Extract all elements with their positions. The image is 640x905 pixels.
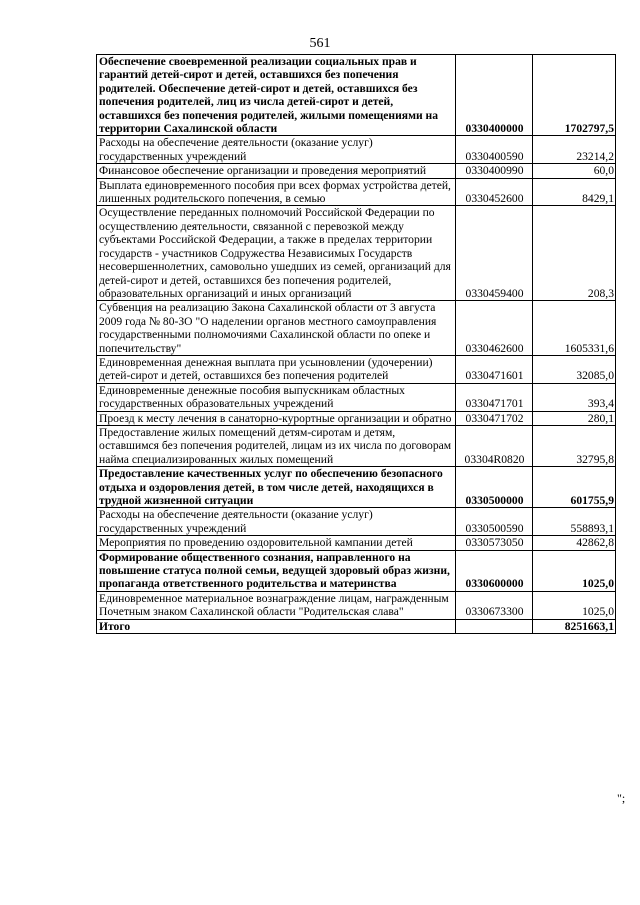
row-code: 03304R0820 (456, 425, 533, 466)
row-name: Единовременное материальное вознаграждение лицам, награжденным Почетным знаком Сахалинской области "Родительская слава" (97, 591, 456, 619)
row-sum: 32085,0 (533, 355, 616, 383)
row-name: Выплата единовременного пособия при всех формах устройства детей, лишенных родительского попечения, в семью (97, 178, 456, 206)
row-sum: 393,4 (533, 383, 616, 411)
row-code: 0330400990 (456, 164, 533, 178)
row-sum: 8429,1 (533, 178, 616, 206)
table-row (97, 301, 616, 356)
closing-quote-mark: "; (617, 791, 626, 805)
row-sum: 1605331,6 (533, 301, 616, 356)
row-code: 0330673300 (456, 591, 533, 619)
table-row (97, 591, 616, 619)
row-sum: 601755,9 (533, 467, 616, 508)
total-label: Итого (97, 619, 456, 633)
row-code: 0330471702 (456, 411, 533, 425)
row-code: 0330471701 (456, 383, 533, 411)
row-name: Проезд к месту лечения в санаторно-курортные организации и обратно (97, 411, 456, 425)
table-row (97, 383, 616, 411)
row-name: Обеспечение своевременной реализации социальных прав и гарантий детей-сирот и детей, оставшихся без попечения родителей. Обеспечение детей-сирот и детей, оставшихся без попечения родителей, лиц из числа детей-сирот и детей, оставшихся без попечения родителей, жилыми помещениями на территории Сахалинской области (97, 55, 456, 136)
row-name: Формирование общественного сознания, направленного на повышение статуса полной семьи, ведущей здоровый образ жизни, пропаганда ответственного родительства и материнства (97, 550, 456, 591)
page-number: 561 (309, 36, 331, 51)
row-sum: 32795,8 (533, 425, 616, 466)
row-code: 0330400590 (456, 136, 533, 164)
row-sum: 208,3 (533, 206, 616, 301)
row-name: Расходы на обеспечение деятельности (оказание услуг) государственных учреждений (97, 136, 456, 164)
table-row (97, 206, 616, 301)
row-code: 0330459400 (456, 206, 533, 301)
table-row (97, 136, 616, 164)
table-row (97, 164, 616, 178)
row-sum: 23214,2 (533, 136, 616, 164)
row-sum: 280,1 (533, 411, 616, 425)
row-name: Мероприятия по проведению оздоровительной кампании детей (97, 536, 456, 550)
row-code: 0330573050 (456, 536, 533, 550)
budget-table (96, 54, 616, 634)
row-sum: 1025,0 (533, 591, 616, 619)
row-name: Осуществление переданных полномочий Российской Федерации по осуществлению деятельности, связанной с перевозкой между субъектами Российской Федерации, а также в пределах территории государств - участников Содружества Независимых Государств несовершеннолетних, самовольно ушедших из семей, организаций для детей-сирот и детей, оставшихся без попечения родителей, образовательных организаций и иных организаций (97, 206, 456, 301)
row-code: 0330462600 (456, 301, 533, 356)
row-name: Единовременная денежная выплата при усыновлении (удочерении) детей-сирот и детей, оставшихся без попечения родителей (97, 355, 456, 383)
row-sum: 1025,0 (533, 550, 616, 591)
row-name: Предоставление качественных услуг по обеспечению безопасного отдыха и оздоровления детей, в том числе детей, находящихся в трудной жизненной ситуации (97, 467, 456, 508)
row-sum: 558893,1 (533, 508, 616, 536)
row-sum: 1702797,5 (533, 55, 616, 136)
table-row (97, 55, 616, 136)
row-name: Предоставление жилых помещений детям-сиротам и детям, оставшимся без попечения родителей, лицам из их числа по договорам найма специализированных жилых помещений (97, 425, 456, 466)
row-code: 0330600000 (456, 550, 533, 591)
row-name: Расходы на обеспечение деятельности (оказание услуг) государственных учреждений (97, 508, 456, 536)
total-row (97, 619, 616, 633)
table-row (97, 178, 616, 206)
row-code: 0330500000 (456, 467, 533, 508)
table-row (97, 411, 616, 425)
table-row (97, 355, 616, 383)
row-code: 0330471601 (456, 355, 533, 383)
table-row (97, 425, 616, 466)
row-code: 0330400000 (456, 55, 533, 136)
table-row (97, 508, 616, 536)
table-row (97, 467, 616, 508)
row-code: 0330500590 (456, 508, 533, 536)
total-sum: 8251663,1 (533, 619, 616, 633)
row-sum: 60,0 (533, 164, 616, 178)
row-name: Субвенция на реализацию Закона Сахалинской области от 3 августа 2009 года № 80-ЗО "О наделении органов местного самоуправления государственными полномочиями Сахалинской области по опеке и попечительству" (97, 301, 456, 356)
row-name: Единовременные денежные пособия выпускникам областных государственных образовательных учреждений (97, 383, 456, 411)
row-name: Финансовое обеспечение организации и проведения мероприятий (97, 164, 456, 178)
total-code (456, 619, 533, 633)
row-code: 0330452600 (456, 178, 533, 206)
table-row (97, 536, 616, 550)
table-row (97, 550, 616, 591)
row-sum: 42862,8 (533, 536, 616, 550)
